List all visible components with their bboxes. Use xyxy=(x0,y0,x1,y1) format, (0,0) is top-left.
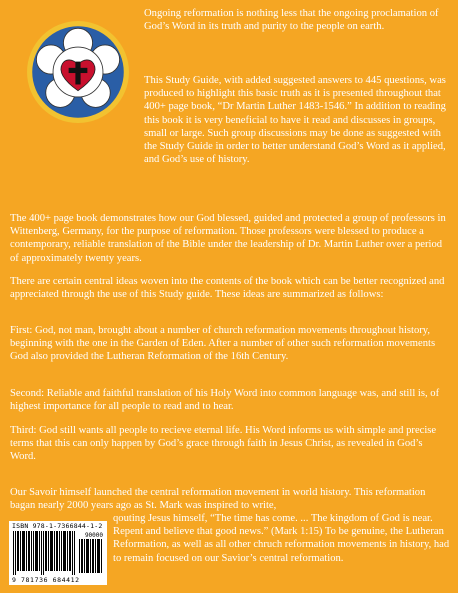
price-code: 90000 xyxy=(84,532,103,539)
isbn-label: ISBN 978-1-7366844-1-2 xyxy=(12,522,103,530)
intro-paragraph: Ongoing reformation is nothing less that the ongoing proclamation of God’s Word in its truth and purity to the people on earth. xyxy=(144,8,439,33)
second-idea-paragraph: Second: Reliable and faithful translation of his Holy Word into common language was, and still is, of highest importance for all people to read and to hear. xyxy=(10,388,440,413)
study-guide-paragraph: This Study Guide, with added suggested answers to 445 questions, was produced to highlight this basic truth as it is presented throughout that 400+ page book, “Dr Martin Luther 1483-1546.” In addition to reading this book it is very beneficial to have it read and discusses in groups, small or large. Such group discussions may be done as suggested with the Study Guide in order to better understand God’s Word as it applied, and God’s use of history. xyxy=(144,75,446,166)
study-guide-paragraph-start xyxy=(144,74,446,166)
price-barcode-icon xyxy=(79,539,103,573)
barcode-digits: 9 781736 684412 xyxy=(12,576,80,584)
isbn-barcode xyxy=(9,521,107,585)
luther-rose-icon xyxy=(26,20,130,124)
first-idea-paragraph: First: God, not man, brought about a number of church reformation movements throughout history, beginning with the one in the Garden of Eden. After a number of other such reformation movements God also provided the Lutheran Reformation of the 16th Century. xyxy=(10,325,436,363)
third-idea-paragraph: Third: God still wants all people to recieve eternal life. His Word informs us with simple and precise terms that this can only happen by God’s grace through faith in Jesus Christ, as revealed in God’s Word. xyxy=(10,425,437,463)
barcode-bars-icon xyxy=(13,531,75,575)
central-ideas-paragraph: There are certain central ideas woven into the contents of the book which can be better recognized and appreciated through the use of this Study guide. These ideas are summarized as follows: xyxy=(10,276,445,301)
book-paragraph: The 400+ page book demonstrates how our God blessed, guided and protected a group of professors in Wittenberg, Germany, for the purpose of reformation. Those professors were blessed to produce a contemporary, reliable translation of the Bible under the leadership of Dr. Martin Luther over a period of approximately twenty years. xyxy=(10,213,446,264)
savior-paragraph-bottom: qouting Jesus himself, “The time has come. ... The kingdom of God is near. Repent and believe that good news.” (Mark 1:15) To be genuine, the Lutheran Reformation, as well as all other chruch reformation movements in history, had to remain focused on our Savior’s central reformation. xyxy=(113,513,450,564)
savior-paragraph-top: Our Savoir himself launched the central reformation movement in world history. This reformation bagan nearly 2000 years ago as St. Mark was inspired to write, xyxy=(10,487,426,512)
